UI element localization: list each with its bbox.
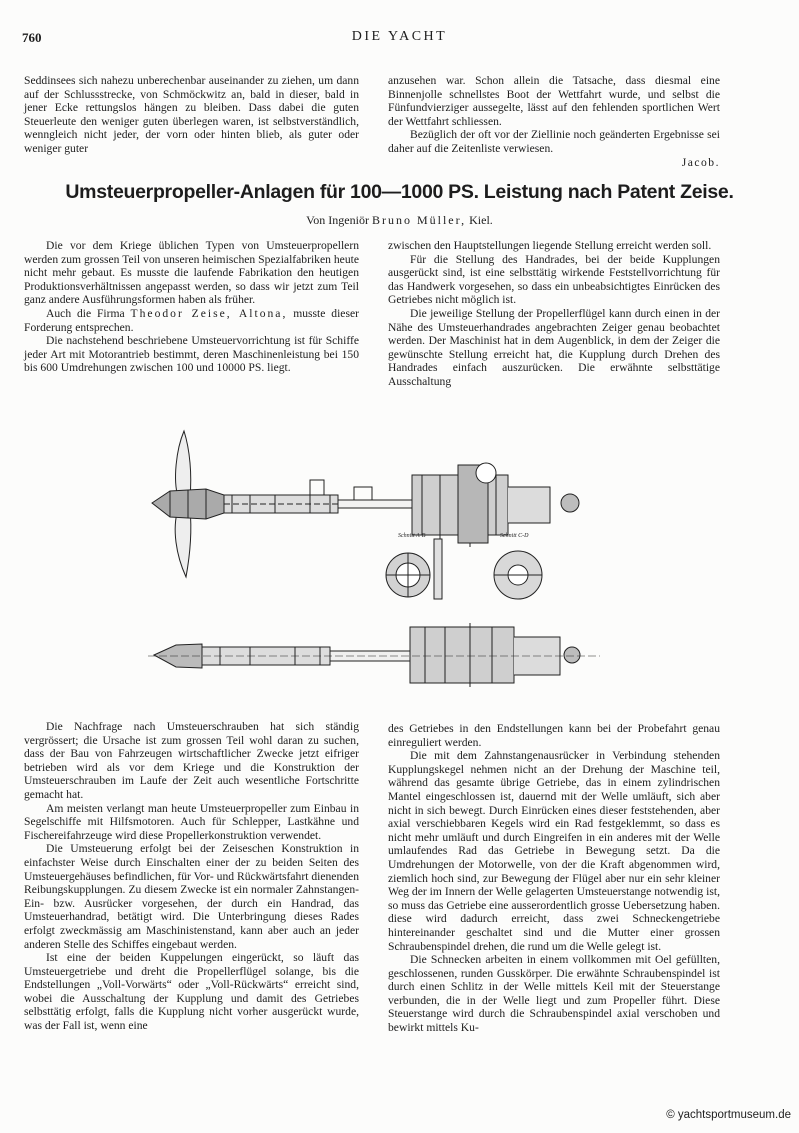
text-run: musste dieser Forderung entsprechen.: [24, 306, 359, 334]
previous-article-left-column: [24, 74, 359, 156]
paragraph: Die nachstehend beschriebene Umsteuervorrichtung ist für Schiffe jeder Art mit Motorantrieb bestimmt, deren Maschinenleistung bei 150 bis 600 Umdrehungen zwischen 100 und 10000 PS. liegt.: [24, 334, 359, 375]
paragraph: Für die Stellung des Handrades, bei der beide Kupplungen ausgerückt sind, ist eine selbsttätig wirkende Feststellvorrichtung für das Handwerk vorgesehen, so dass ein unbeabsichtigtes Einrücken des Getriebes nicht möglich ist.: [388, 252, 720, 307]
paragraph: Am meisten verlangt man heute Umsteuerpropeller zum Einbau in Segelschiffe mit Hilfsmotoren. Auch für Schlepper, Lastkähne und Fischereifahrzeuge wird diese Propellerkonstruktion verwendet.: [24, 801, 359, 842]
paragraph: anzusehen war. Schon allein die Tatsache, dass diesmal eine Binnenjolle schnellstes Boot der Wettfahrt wurde, und selbst die Fünfundvierziger aussegelte, lässt auf den fehlenden sportlichen Wert der Wettfahrt schliessen.: [388, 74, 720, 128]
paragraph: Die Schnecken arbeiten in einem vollkommen mit Oel gefüllten, geschlossenen, runden Gusskörper. Die erwähnte Schraubenspindel ist durch einen Schlitz in der Welle mittels Keil mit der Steuerstange verbunden, die in der Welle liegt und zum Propeller führt. Diese Steuerstange wird durch die Schraubenspindel axial verschoben und bewirkt mittels Ku-: [388, 953, 720, 1035]
author-name: Bruno Müller,: [371, 213, 467, 227]
watermark: © yachtsportmuseum.de: [666, 1109, 791, 1121]
paragraph: Seddinsees sich nahezu unberechenbar auseinander zu ziehen, um dann auf der Schlussstrecke, von Schmöckwitz an, bald in dieser, bald in jener Ecke rettungslos hängen zu bleiben. Dass dabei die guten Steuerleute den weniger guten überlegen waren, ist selbstverständlich, wenngleich nicht jeder, der vorn oder hinten blieb, als guter oder weniger guter: [24, 74, 359, 155]
running-title: DIE YACHT: [351, 29, 448, 44]
handwheel: [561, 494, 579, 512]
paragraph: Die mit dem Zahnstangenausrücker in Verbindung stehenden Kupplungskegel nehmen nicht an der Drehung der Maschine teil, während das gesamte übrige Getriebe, das in einem zylindrischen Mantel eingeschlossen ist, dauernd mit der Welle umläuft, sich aber nicht in sich bewegt. Durch Einrücken eines dieser feststehenden, aber axial verschiebbaren Kegels wird ein Rad festgeklemmt, so dass es nicht mehr umläuft und durch Eingreifen in ein anderes mit der Welle umlaufendes Rad das Getriebe in Bewegung setzt. Da die Umdrehungen der Motorwelle, von der die Kraft abgenommen wird, ziemlich hoch sind, zur Bewegung der Flügel aber nur ein sehr kleiner Weg der im Innern der Welle gelagerten Umsteuerstange notwendig ist, so muss das Getriebe eine ausserordentlich grosse Uebersetzung haben. diese wird dadurch erreicht, dass zwei Schneckengetriebe hintereinander geschaltet sind und die Mutter einer grossen Schraubenspindel drehen, die rund um die Welle gelegt ist.: [388, 749, 720, 953]
gear-housing-plan: [410, 627, 514, 683]
article-title: Umsteuerpropeller-Anlagen für 100—1000 PS. Leistung nach Patent Zeise.: [65, 181, 734, 203]
byline-prefix: Von Ingeniör: [306, 213, 369, 227]
previous-article-right-column: [388, 74, 720, 169]
article-byline: [0, 213, 799, 228]
intermediate-shaft: [338, 500, 412, 508]
paragraph: Die vor dem Kriege üblichen Typen von Umsteuerpropellern werden zum grossen Teil von unseren heimischen Spezialfabriken heute nicht mehr gebaut. Es musste die laufende Fabrikation den heutigen Produktionsverhältnissen angepasst werden, so dass wir jetzt zum Teil ganz andere Ausführungsformen haben als früher.: [24, 239, 359, 307]
intro-right-column: [388, 239, 720, 389]
firm-name: Theodor Zeise, Altona,: [130, 306, 288, 320]
intro-left-column: [24, 239, 359, 375]
paragraph: Ist eine der beiden Kuppelungen eingerückt, so läuft das Umsteuergetriebe und dreht die Propellerflügel solange, bis die Endstellungen „Voll-Vorwärts“ oder „Voll-Rückwärts“ erreicht sind, wobei die Ausschaltung der Kupplung und damit des Getriebes selbsttätig erfolgt, falls die Kupplung nicht vorher ausgerückt wurde, was der Fall ist, wenn eine: [24, 951, 359, 1033]
propeller-blade-bottom: [175, 509, 191, 577]
section-label-b: Schnitt C-D: [500, 533, 529, 539]
paragraph: Die jeweilige Stellung der Propellerflügel kann durch einen in der Nähe des Umsteuerhandrades angebrachten Zeiger genau beobachtet werden. Der Maschinist hat in dem Augenblick, in dem der Zeiger die gewünschte Stellung erreicht hat, die Kupplung durch Drehen des Handrades einfach auszurücken. Die erwähnte selbsttätige Ausschaltung: [388, 306, 720, 388]
paragraph: Die Umsteuerung erfolgt bei der Zeiseschen Konstruktion in einfachster Weise durch Einschalten einer der zu beiden Seiten des Umsteuergehäuses befindlichen, für Vor- und Rückwärtsfahrt dienenden Reibungskupplungen. Zu diesem Zwecke ist ein normaler Zahnstangen- Ein- bzw. Ausrücker vorgesehen, der durch ein Handrad, das Umsteuerhandrad, betätigt wird. Die Unterbringung dieses Rades erfolgt zweckmässig am Maschinistenstand, kann aber auch an jeder anderen Stelle des Schiffes eingebaut werden.: [24, 842, 359, 951]
paragraph: Bezüglich der oft vor der Ziellinie noch geänderten Ergebnisse sei daher auf die Zeitenliste verwiesen.: [388, 128, 720, 155]
author-signature: Jacob.: [681, 155, 720, 169]
text-run: Auch die Firma: [46, 306, 125, 320]
paragraph: zwischen den Hauptstellungen liegende Stellung erreicht werden soll.: [388, 239, 712, 252]
main-right-column: [388, 722, 720, 1035]
section-label-a: Schnitt A-B: [398, 533, 426, 539]
author-place: Kiel.: [469, 213, 493, 227]
technical-drawing: [140, 425, 610, 705]
main-left-column: [24, 720, 359, 1033]
paragraph: [24, 307, 359, 334]
propeller-blade-top: [176, 431, 191, 497]
paragraph: Die Nachfrage nach Umsteuerschrauben hat sich ständig vergrössert; die Ursache ist zum grossen Teil wohl daran zu suchen, dass der Bau von Fahrzeugen wirtschaftlicher Zwecke jetzt eifriger betrieben wird als vor dem Kriege und die Konstruktion der Umsteuerschrauben im Laufe der Zeit auch wesentliche Fortschritte gemacht hat.: [24, 720, 359, 801]
page-number: 760: [22, 30, 42, 45]
paragraph: des Getriebes in den Endstellungen kann bei der Probefahrt genau einreguliert werden.: [388, 722, 720, 749]
